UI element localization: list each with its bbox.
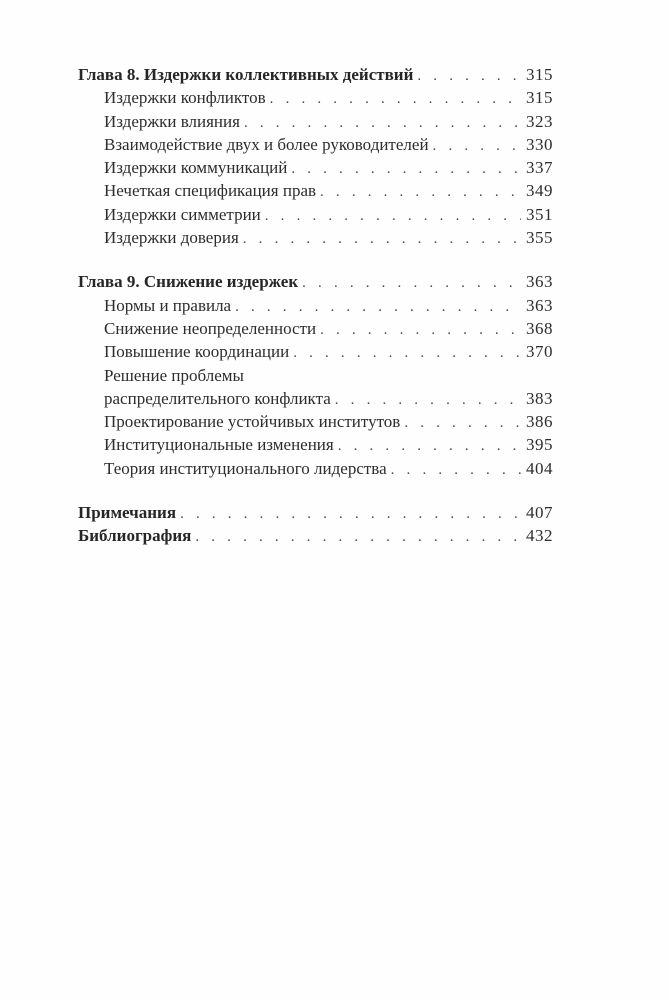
section-title: Издержки доверия bbox=[104, 228, 239, 248]
toc-item[interactable] bbox=[78, 203, 553, 226]
dot-leader bbox=[320, 319, 521, 342]
section-title: Снижение неопределенности bbox=[104, 318, 317, 338]
page-number: 355 bbox=[526, 228, 553, 248]
page-number: 363 bbox=[526, 272, 553, 292]
dot-leader bbox=[291, 158, 521, 181]
toc-item[interactable] bbox=[78, 226, 553, 249]
dot-leader bbox=[244, 112, 521, 135]
toc-bibliography[interactable] bbox=[78, 524, 553, 547]
dot-leader bbox=[433, 135, 521, 158]
toc-item[interactable] bbox=[78, 433, 553, 456]
page-number: 351 bbox=[526, 204, 553, 224]
section-title: Издержки коммуникаций bbox=[104, 158, 288, 178]
page-number: 330 bbox=[526, 134, 553, 154]
page-number: 323 bbox=[526, 111, 553, 131]
dot-leader bbox=[243, 228, 521, 251]
section-title: распределительного конфликта bbox=[104, 388, 331, 408]
chapter-title: Глава 8. Издержки коллективных действий bbox=[78, 65, 414, 84]
section-spacer bbox=[78, 480, 553, 501]
toc-item[interactable] bbox=[78, 179, 553, 202]
dot-leader bbox=[320, 181, 521, 204]
page-number: 386 bbox=[526, 412, 553, 432]
toc-item[interactable] bbox=[78, 86, 553, 109]
section-title-first-line: Решение проблемы bbox=[104, 365, 244, 385]
toc-item[interactable] bbox=[78, 133, 553, 156]
page-number: 315 bbox=[526, 65, 553, 84]
toc-notes[interactable] bbox=[78, 501, 553, 524]
toc-item[interactable] bbox=[78, 156, 553, 179]
dot-leader bbox=[180, 503, 521, 526]
section-spacer bbox=[78, 249, 553, 270]
dot-leader bbox=[195, 526, 521, 549]
toc-item[interactable] bbox=[78, 317, 553, 340]
page-number: 432 bbox=[526, 526, 553, 546]
dot-leader bbox=[391, 459, 521, 482]
page-number: 349 bbox=[526, 181, 553, 201]
toc-item[interactable] bbox=[78, 294, 553, 317]
dot-leader bbox=[404, 412, 521, 435]
page-number: 370 bbox=[526, 342, 553, 362]
section-title: Издержки влияния bbox=[104, 111, 240, 131]
chapter-title: Примечания bbox=[78, 503, 177, 523]
table-of-contents bbox=[78, 63, 553, 548]
page-number: 383 bbox=[526, 388, 553, 408]
section-title: Нечеткая спецификация прав bbox=[104, 181, 317, 201]
toc-chapter-9[interactable] bbox=[78, 270, 553, 293]
section-title: Нормы и правила bbox=[104, 295, 232, 315]
section-title: Теория институционального лидерства bbox=[104, 458, 387, 478]
page-number: 337 bbox=[526, 158, 553, 178]
toc-item[interactable] bbox=[78, 110, 553, 133]
dot-leader bbox=[293, 342, 521, 365]
section-title: Повышение координации bbox=[104, 342, 290, 362]
toc-item[interactable] bbox=[78, 387, 553, 410]
section-title: Издержки симметрии bbox=[104, 204, 261, 224]
toc-chapter-8[interactable] bbox=[78, 63, 553, 86]
page-number: 363 bbox=[526, 295, 553, 315]
section-title: Взаимодействие двух и более руководителей bbox=[104, 134, 429, 154]
page-number: 315 bbox=[526, 88, 553, 108]
section-title: Институциональные изменения bbox=[104, 435, 334, 455]
page-number: 395 bbox=[526, 435, 553, 455]
dot-leader bbox=[265, 205, 521, 228]
dot-leader bbox=[302, 272, 521, 295]
section-title: Издержки конфликтов bbox=[104, 88, 266, 108]
page-number: 404 bbox=[526, 458, 553, 478]
dot-leader bbox=[338, 435, 521, 458]
toc-item[interactable] bbox=[78, 410, 553, 433]
dot-leader bbox=[417, 65, 521, 88]
chapter-title: Глава 9. Снижение издержек bbox=[78, 272, 299, 292]
toc-item[interactable] bbox=[78, 457, 553, 480]
page-number: 368 bbox=[526, 318, 553, 338]
dot-leader bbox=[335, 389, 521, 412]
dot-leader bbox=[235, 296, 521, 319]
chapter-title: Библиография bbox=[78, 526, 192, 546]
dot-leader bbox=[270, 88, 521, 111]
section-title: Проектирование устойчивых институтов bbox=[104, 412, 401, 432]
toc-item[interactable] bbox=[78, 340, 553, 363]
page-number: 407 bbox=[526, 503, 553, 523]
